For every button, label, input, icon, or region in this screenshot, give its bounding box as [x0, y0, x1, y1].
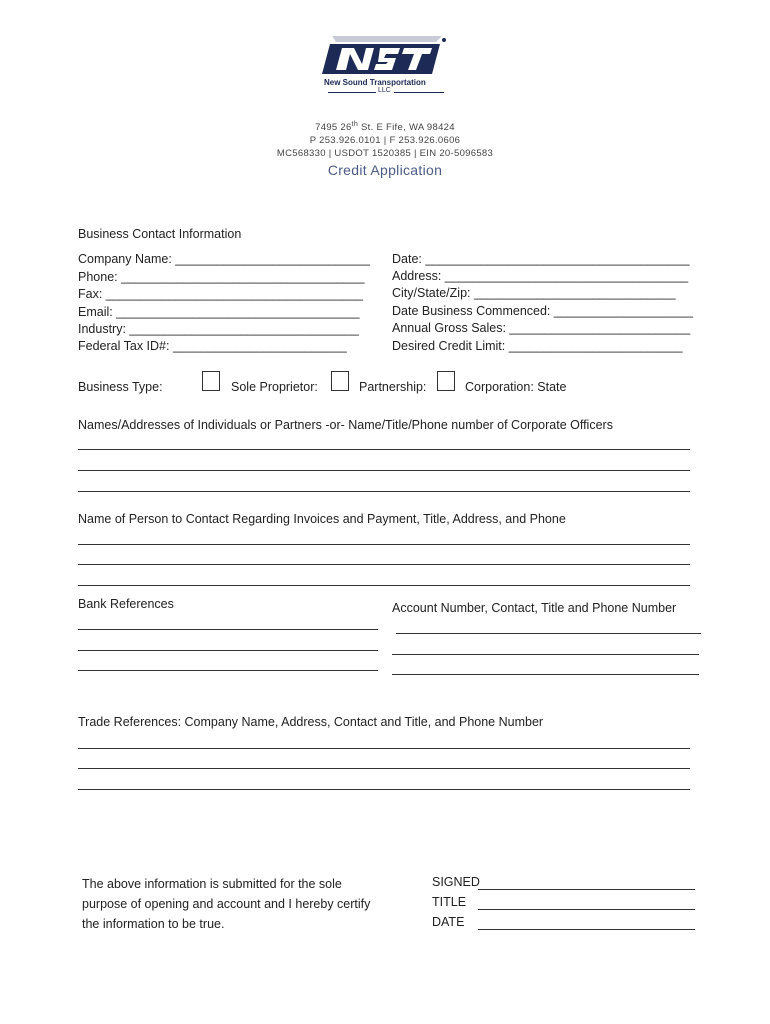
sole-proprietor-checkbox[interactable] — [202, 371, 220, 391]
trade-reference-line[interactable] — [78, 768, 690, 769]
business-contact-heading: Business Contact Information — [78, 227, 242, 241]
corporation-label: Corporation: State — [465, 380, 567, 394]
logo-llc: LLC — [378, 87, 391, 94]
trade-references-heading: Trade References: Company Name, Address, Contact and Title, and Phone Number — [78, 715, 544, 729]
contact-person-line[interactable] — [78, 564, 690, 565]
desired-credit-limit-field[interactable]: Desired Credit Limit: _________________________ — [392, 339, 683, 353]
title-label: TITLE — [432, 895, 467, 909]
company-logo — [322, 30, 450, 100]
certification-line-3: the information to be true. — [82, 917, 225, 931]
address-rest: St. E Fife, WA 98424 — [358, 122, 455, 134]
account-info-line[interactable] — [392, 674, 699, 675]
header-ids: MC568330 | USDOT 1520385 | EIN 20-5096583 — [276, 148, 494, 159]
officers-line[interactable] — [78, 449, 690, 450]
header-phone: P 253.926.0101 | F 253.926.0606 — [309, 135, 461, 146]
date-field[interactable]: Date: ______________________________________ — [392, 252, 690, 266]
signature-line[interactable] — [478, 889, 695, 890]
trade-reference-line[interactable] — [78, 789, 690, 790]
signed-label: SIGNED — [432, 875, 480, 889]
partnership-label: Partnership: — [359, 380, 427, 394]
account-info-heading: Account Number, Contact, Title and Phone Number — [392, 601, 677, 615]
logo-divider-right — [394, 92, 444, 93]
address-number: 7495 26 — [315, 122, 352, 134]
bank-reference-line[interactable] — [78, 650, 378, 651]
corporation-checkbox[interactable] — [437, 371, 455, 391]
industry-field[interactable]: Industry: _________________________________ — [78, 322, 359, 336]
date-commenced-field[interactable]: Date Business Commenced: ____________________ — [392, 304, 693, 318]
account-info-line[interactable] — [392, 654, 699, 655]
certification-line-1: The above information is submitted for the sole — [82, 877, 342, 891]
annual-gross-sales-field[interactable]: Annual Gross Sales: __________________________ — [392, 321, 691, 335]
company-name-field[interactable]: Company Name: ____________________________ — [78, 252, 370, 266]
certification-line-2: purpose of opening and account and I hereby certify — [82, 897, 371, 911]
header-address — [0, 121, 770, 133]
logo-company-name: New Sound Transportation — [324, 78, 426, 87]
sole-proprietor-label: Sole Proprietor: — [231, 380, 318, 394]
bank-reference-line[interactable] — [78, 670, 378, 671]
officers-line[interactable] — [78, 470, 690, 471]
contact-person-line[interactable] — [78, 544, 690, 545]
nst-logo-mark — [322, 30, 450, 78]
trade-reference-line[interactable] — [78, 748, 690, 749]
title-line[interactable] — [478, 909, 695, 910]
officers-heading: Names/Addresses of Individuals or Partners -or- Name/Title/Phone number of Corporate Officers — [78, 418, 613, 432]
fax-field[interactable]: Fax: _____________________________________ — [78, 287, 364, 301]
email-field[interactable]: Email: ___________________________________ — [78, 305, 360, 319]
page-title: Credit Application — [327, 162, 443, 178]
bank-reference-line[interactable] — [78, 629, 378, 630]
contact-person-line[interactable] — [78, 585, 690, 586]
date-label: DATE — [432, 915, 465, 929]
bank-references-heading: Bank References — [78, 597, 174, 611]
officers-line[interactable] — [78, 491, 690, 492]
partnership-checkbox[interactable] — [331, 371, 349, 391]
address-field[interactable]: Address: ___________________________________ — [392, 269, 689, 283]
contact-person-heading: Name of Person to Contact Regarding Invoices and Payment, Title, Address, and Phone — [78, 512, 566, 526]
logo-divider-left — [328, 92, 376, 93]
date-line[interactable] — [478, 929, 695, 930]
phone-field[interactable]: Phone: ___________________________________ — [78, 270, 365, 284]
city-state-zip-field[interactable]: City/State/Zip: _____________________________ — [392, 286, 676, 300]
account-info-line[interactable] — [396, 633, 701, 634]
federal-tax-id-field[interactable]: Federal Tax ID#: _________________________ — [78, 339, 347, 353]
business-type-label: Business Type: — [78, 380, 163, 394]
address-superscript: th — [351, 121, 359, 128]
